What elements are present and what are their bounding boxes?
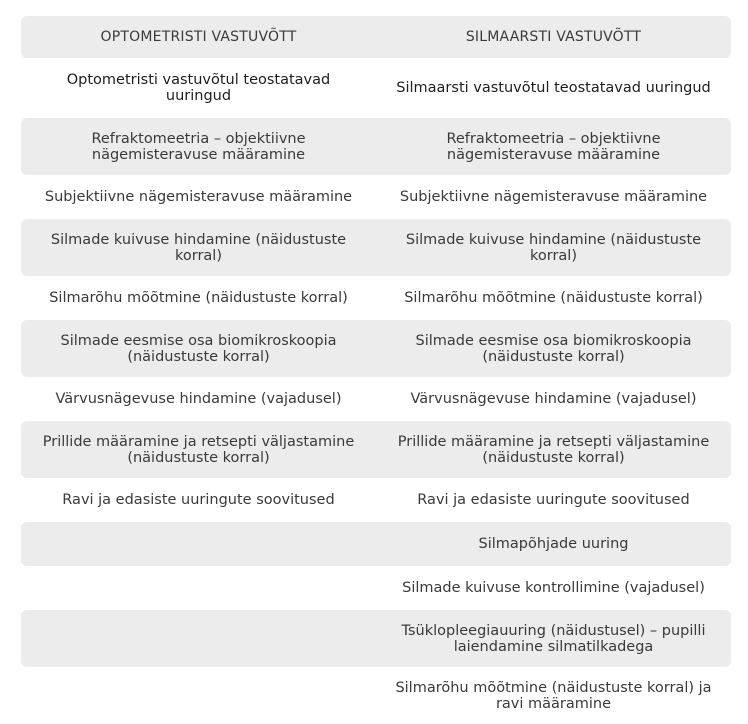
- cell-ophthalmologist: Silmade kuivuse hindamine (näidustuste korral): [405, 231, 702, 264]
- table-row: [21, 667, 731, 724]
- cell-optometrist: Silmade eesmise osa biomikroskoopia (näidustuste korral): [60, 332, 337, 365]
- table-row: [21, 320, 731, 377]
- table-row: [21, 610, 731, 667]
- table-row: [21, 566, 731, 610]
- cell-ophthalmologist: Refraktomeetria – objektiivne nägemisteravuse määramine: [446, 130, 661, 163]
- cell-optometrist: Refraktomeetria – objektiivne nägemisteravuse määramine: [91, 130, 306, 163]
- cell-ophthalmologist: Silmarõhu mõõtmine (näidustuste korral) ja ravi määramine: [395, 679, 712, 712]
- table-row: [21, 276, 731, 320]
- cell-optometrist: Subjektiivne nägemisteravuse määramine: [44, 189, 353, 205]
- cell-ophthalmologist: Tsüklopleegiauuring (näidustusel) – pupilli laiendamine silmatilkadega: [401, 622, 706, 655]
- cell-optometrist: Silmade kuivuse hindamine (näidustuste korral): [50, 231, 347, 264]
- cell-ophthalmologist: Silmarõhu mõõtmine (näidustuste korral): [404, 290, 703, 306]
- cell-optometrist: Prillide määramine ja retsepti väljastamine (näidustuste korral): [42, 433, 355, 466]
- cell-ophthalmologist: Ravi ja edasiste uuringute soovitused: [417, 492, 690, 508]
- header-optometrist: OPTOMETRISTI VASTUVÕTT: [100, 29, 297, 45]
- cell-optometrist: Värvusnägevuse hindamine (vajadusel): [55, 391, 342, 407]
- table-row: [21, 478, 731, 522]
- cell-optometrist: Silmarõhu mõõtmine (näidustuste korral): [49, 290, 348, 306]
- subheader-ophthalmologist: Silmaarsti vastuvõtul teostatavad uuringud: [396, 80, 711, 96]
- table-row: [21, 421, 731, 478]
- cell-ophthalmologist: Subjektiivne nägemisteravuse määramine: [399, 189, 708, 205]
- comparison-table: [21, 16, 731, 724]
- table-subheader-row: [21, 58, 731, 118]
- table-row: [21, 522, 731, 566]
- cell-ophthalmologist: Silmapõhjade uuring: [478, 536, 629, 552]
- table-row: [21, 175, 731, 219]
- header-ophthalmologist: SILMAARSTI VASTUVÕTT: [465, 29, 642, 45]
- cell-ophthalmologist: Silmade eesmise osa biomikroskoopia (näidustuste korral): [415, 332, 692, 365]
- cell-ophthalmologist: Värvusnägevuse hindamine (vajadusel): [410, 391, 697, 407]
- cell-ophthalmologist: Silmade kuivuse kontrollimine (vajadusel): [402, 580, 705, 596]
- table-row: [21, 118, 731, 175]
- table-row: [21, 377, 731, 421]
- cell-optometrist: Ravi ja edasiste uuringute soovitused: [62, 492, 335, 508]
- table-row: [21, 219, 731, 276]
- table-header-row: [21, 16, 731, 58]
- cell-ophthalmologist: Prillide määramine ja retsepti väljastamine (näidustuste korral): [397, 433, 710, 466]
- subheader-optometrist: Optometristi vastuvõtul teostatavad uuringud: [66, 72, 331, 104]
